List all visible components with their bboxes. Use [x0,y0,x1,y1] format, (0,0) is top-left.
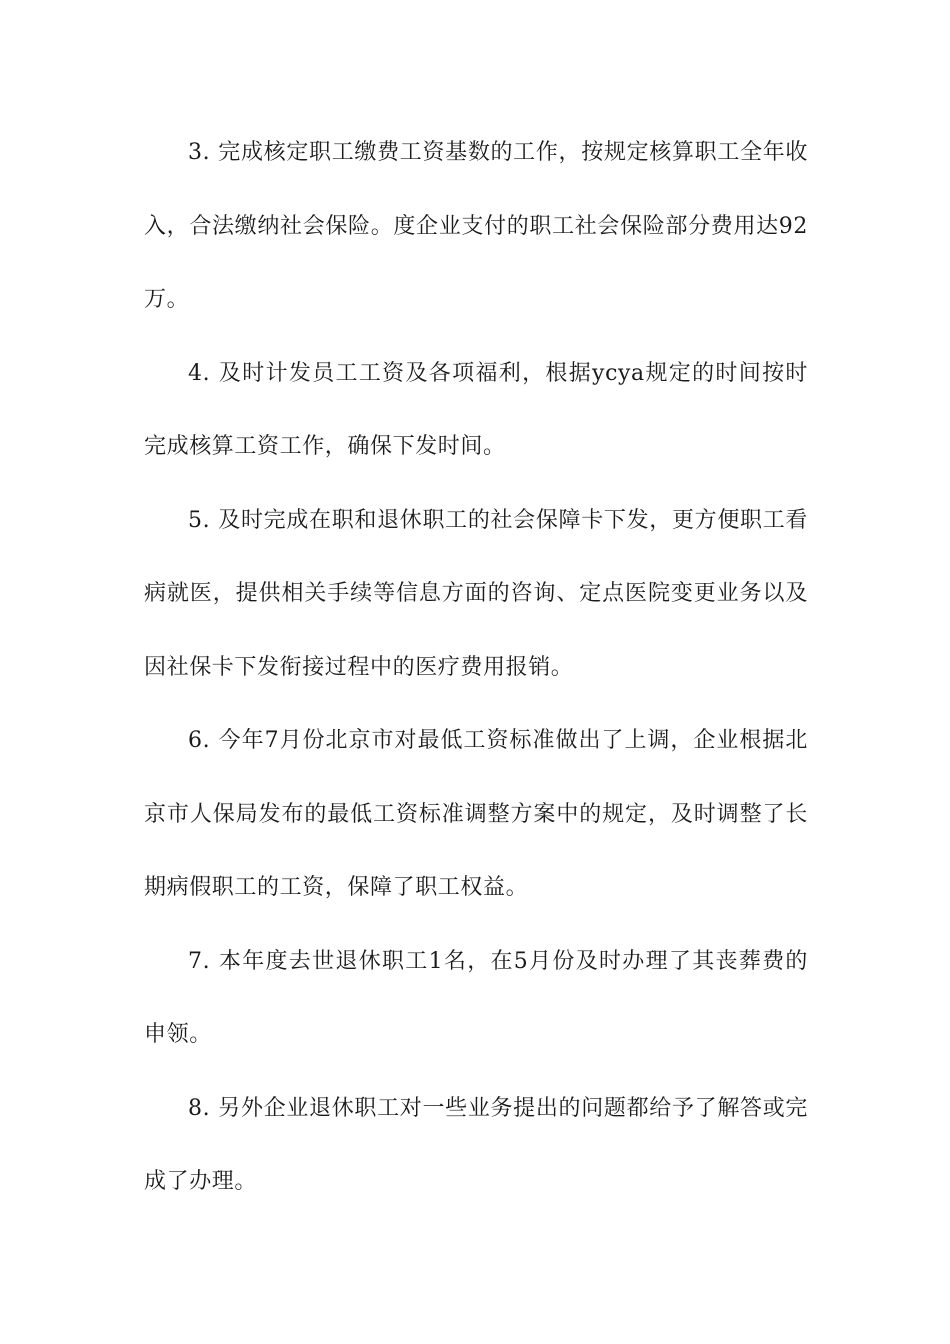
document-body [144,116,808,1219]
paragraph-text: 及时完成在职和退休职工的社会保障卡下发，更方便职工看病就医，提供相关手续等信息方面的咨询、定点医院变更业务以及因社保卡下发衔接过程中的医疗费用报销。 [144,507,808,680]
paragraph-text: 及时计发员工工资及各项福利，根据ycya规定的时间按时完成核算工资工作，确保下发时间。 [144,360,808,459]
paragraph-7 [144,925,808,1072]
paragraph-number: 5. [188,507,211,533]
paragraph-text: 另外企业退休职工对一些业务提出的问题都给予了解答或完成了办理。 [144,1095,808,1194]
paragraph-number: 4. [188,360,211,386]
paragraph-5 [144,484,808,705]
paragraph-number: 6. [188,728,211,753]
paragraph-number: 3. [188,140,211,165]
paragraph-4 [144,337,808,484]
paragraph-text: 完成核定职工缴费工资基数的工作，按规定核算职工全年收入，合法缴纳社会保险。度企业支付的职工社会保险部分费用达92万。 [144,140,808,312]
paragraph-text: 今年7月份北京市对最低工资标准做出了上调，企业根据北京市人保局发布的最低工资标准调整方案中的规定，及时调整了长期病假职工的工资，保障了职工权益。 [144,728,808,900]
paragraph-3 [144,116,808,337]
paragraph-8 [144,1072,808,1219]
paragraph-text: 本年度去世退休职工1名，在5月份及时办理了其丧葬费的申领。 [144,948,808,1047]
paragraph-6 [144,704,808,925]
paragraph-number: 7. [188,948,211,974]
paragraph-number: 8. [188,1095,211,1121]
